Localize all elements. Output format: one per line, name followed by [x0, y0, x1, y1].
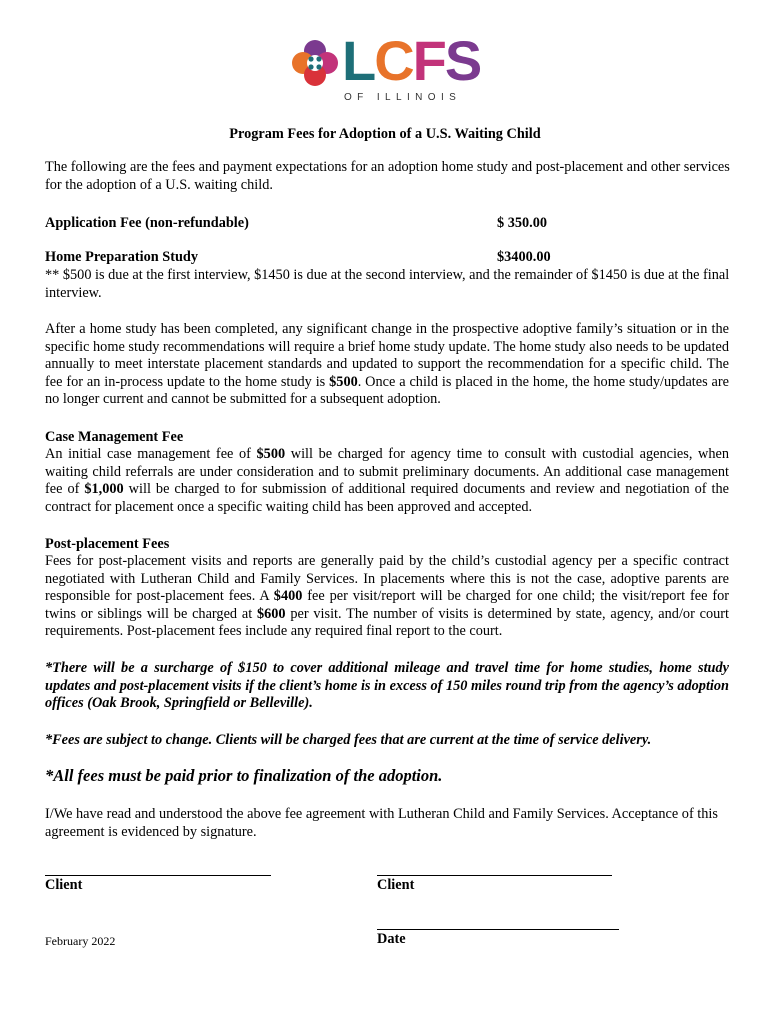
client-label-1: Client — [45, 877, 83, 893]
post-placement-heading: Post-placement Fees — [45, 536, 170, 552]
post-text-1: Fees for post-placement visits and reports are generally paid by the child’s custodial agency per a specific contract negotiated with Lutheran Child and Family Services. In placements where this is not the case, adoptive parents are responsible for post-placement fees. A — [45, 553, 729, 605]
home-prep-amount: $3400.00 — [497, 249, 551, 265]
case-text-3: will be charged to for submission of additional required documents and review and negotiation of the contract for placement once a specific waiting child has been approved and accepted. — [45, 481, 729, 515]
home-study-update-paragraph — [45, 321, 729, 409]
surcharge-note: *There will be a surcharge of $150 to cover additional mileage and travel time for home studies, home study updates and post-placement visits if the client’s home is in excess of 150 miles round trip from the agency’s adoption offices (Oak Brook, Springfield or Belleville). — [45, 660, 729, 712]
case-fee-additional: $1,000 — [84, 481, 124, 498]
logo-letter-c: C — [374, 29, 413, 92]
date-signature-line[interactable] — [377, 929, 619, 930]
acknowledgement-paragraph: I/We have read and understood the above fee agreement with Lutheran Child and Family Services. Acceptance of this agreement is evidenced by signature. — [45, 806, 718, 840]
post-text-3: per visit. The number of visits is determined by state, agency, and/or court requirements. Post-placement fees include any required final report to the court. — [45, 605, 730, 640]
logo-mark-icon — [290, 38, 340, 88]
update-fee-amount: $500 — [329, 373, 358, 390]
post-placement-paragraph — [45, 553, 729, 641]
intro-paragraph: The following are the fees and payment expectations for an adoption home study and post-placement and other services for the adoption of a U.S. waiting child. — [45, 159, 730, 193]
footer-date: February 2022 — [45, 934, 116, 948]
case-management-heading: Case Management Fee — [45, 429, 184, 445]
case-text-1: An initial case management fee of — [45, 446, 257, 462]
case-management-paragraph — [45, 446, 729, 516]
logo-subtitle: OF ILLINOIS — [344, 92, 462, 103]
application-fee-amount: $ 350.00 — [497, 215, 548, 231]
fees-subject-to-change-note: *Fees are subject to change. Clients will be charged fees that are current at the time of service delivery. — [45, 732, 652, 748]
client-signature-line-1[interactable] — [45, 875, 271, 876]
logo-letter-l: L — [342, 29, 375, 92]
lcfs-logo — [290, 29, 490, 105]
date-label: Date — [377, 931, 406, 947]
home-prep-note: ** $500 is due at the first interview, $1450 is due at the second interview, and the remainder of $1450 is due at the final interview. — [45, 267, 730, 301]
home-prep-label: Home Preparation Study — [45, 249, 199, 265]
page-title: Program Fees for Adoption of a U.S. Waiting Child — [229, 126, 541, 142]
application-fee-label: Application Fee (non-refundable) — [45, 215, 249, 231]
update-text-2: . Once a child is placed in the home, the home study/updates are no longer current and cannot be submitted for a subsequent adoption. — [45, 373, 730, 408]
case-text-2: will be charged for agency time to consult with custodial agencies, when waiting child referrals are under consideration and to submit preliminary documents. An additional case management fee of — [45, 446, 729, 498]
case-fee-initial: $500 — [256, 446, 286, 462]
post-fee-one-child: $400 — [273, 588, 303, 605]
update-text-1: After a home study has been completed, any significant change in the prospective adoptive family’s situation or in the specific home study recommendations will require a brief home study update. The home study also needs to be updated annually to meet interstate placement standards and updated to support the recommendation for a specific child. The fee for an in-process update to the home study is — [45, 321, 729, 390]
post-text-2: fee per visit/report will be charged for one child; the visit/report fee for twins or siblings will be charged at — [45, 588, 729, 622]
client-signature-line-2[interactable] — [377, 875, 612, 876]
client-label-2: Client — [377, 877, 415, 893]
logo-letter-f: F — [412, 29, 445, 92]
finalization-note: *All fees must be paid prior to finalization of the adoption. — [45, 766, 443, 785]
logo-letter-s: S — [444, 29, 481, 92]
logo-wordmark — [342, 29, 481, 92]
post-fee-siblings: $600 — [256, 605, 286, 622]
